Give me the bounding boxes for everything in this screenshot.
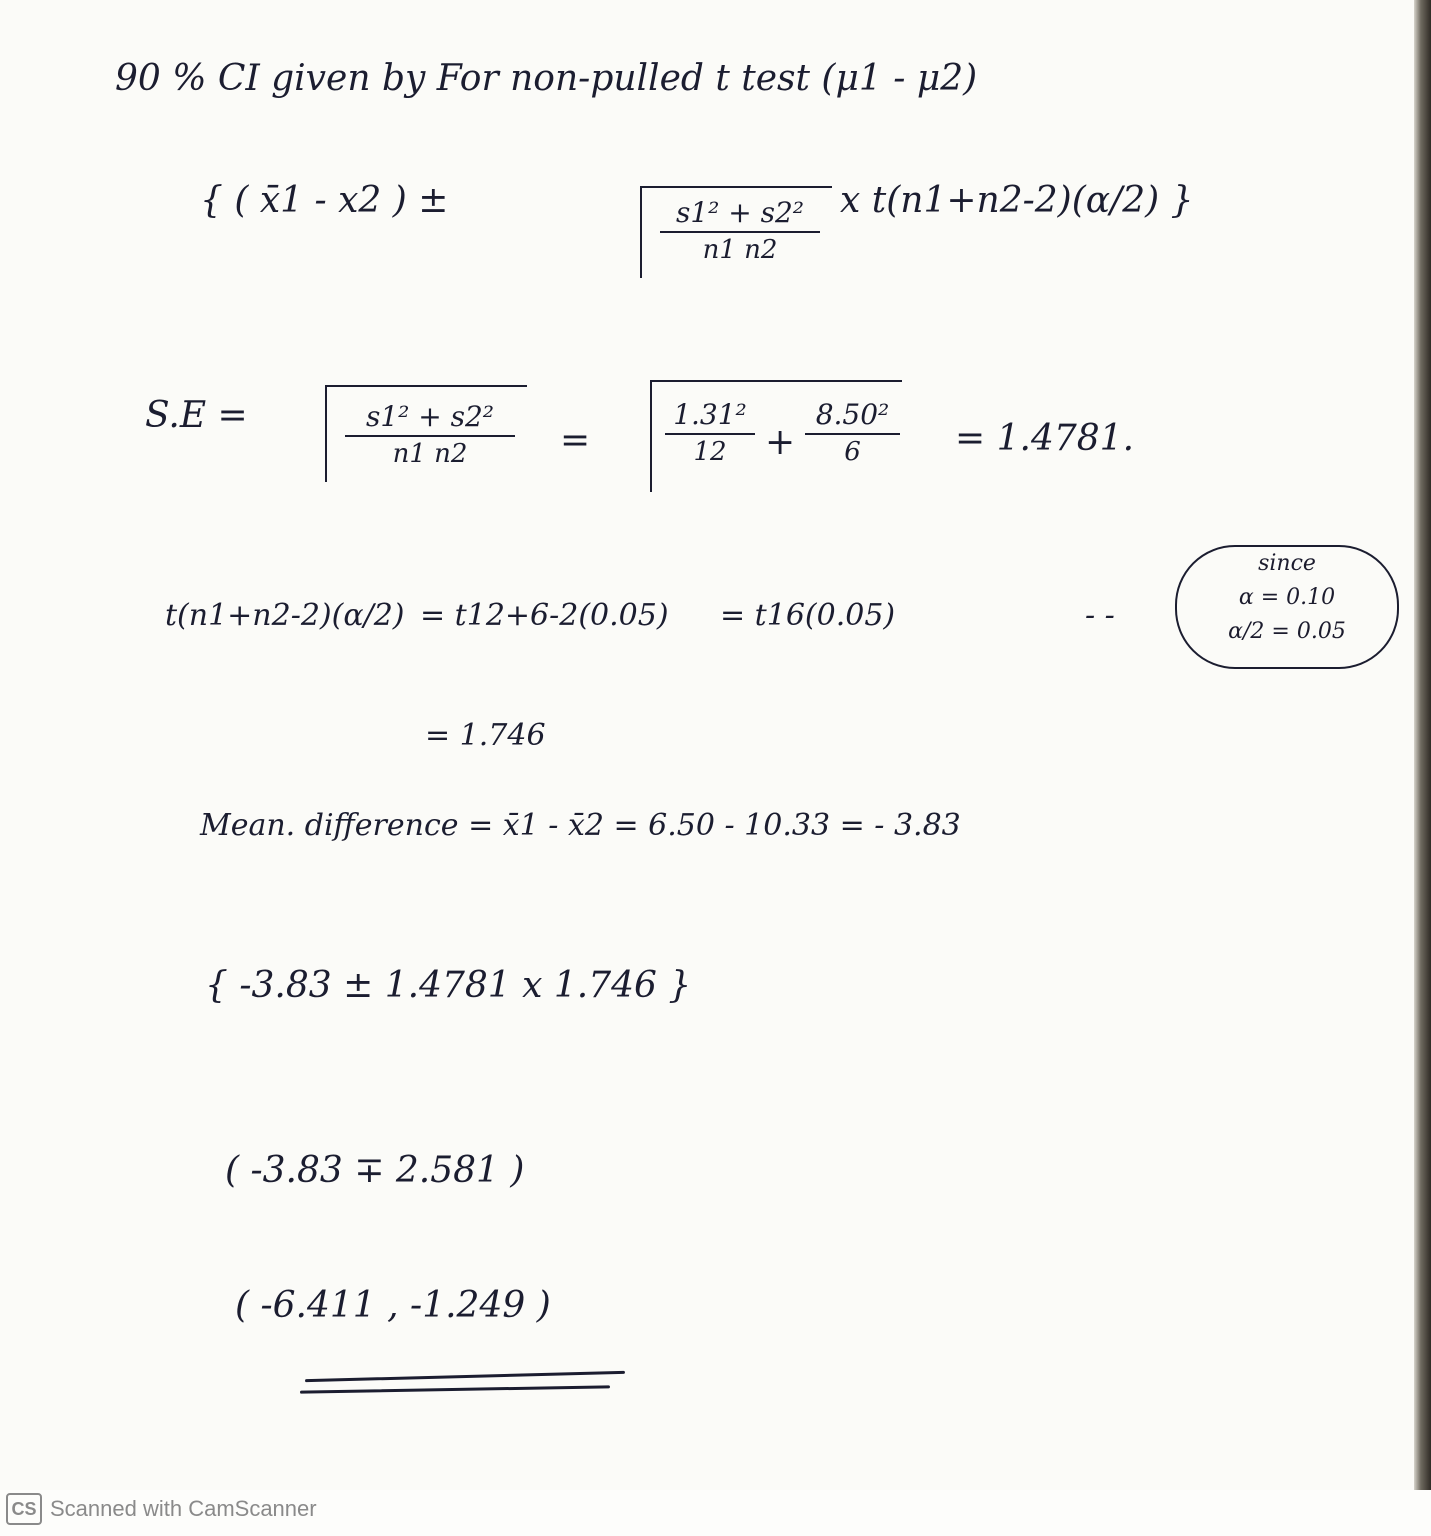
group2-variance: 8.50² xyxy=(805,398,900,435)
mean-difference-line: Mean. difference = x̄1 - x̄2 = 6.50 - 10.33 = - 3.83 xyxy=(200,808,961,843)
ci-formula-fraction xyxy=(660,196,820,265)
fraction-denominator: n1 n2 xyxy=(702,235,778,265)
ci-plus-minus: ( -3.83 ∓ 2.581 ) xyxy=(225,1150,525,1191)
t-critical-dash: - - xyxy=(1085,598,1115,633)
camscanner-logo-icon: CS xyxy=(6,1493,42,1525)
se-label: S.E = xyxy=(145,395,248,436)
t-critical-rhs: = t16(0.05) xyxy=(720,598,896,633)
since-label: since xyxy=(1258,551,1316,576)
scan-edge xyxy=(1414,0,1431,1490)
group1-size: 12 xyxy=(693,437,727,467)
camscanner-footer xyxy=(6,1492,317,1526)
group1-variance: 1.31² xyxy=(665,398,755,435)
se-equals: = xyxy=(560,420,591,461)
t-critical-lhs: t(n1+n2-2)(α/2) xyxy=(165,598,405,633)
ci-calculation: { -3.83 ± 1.4781 x 1.746 } xyxy=(205,965,692,1006)
camscanner-text: Scanned with CamScanner xyxy=(50,1496,317,1521)
since-alpha: α = 0.10 xyxy=(1238,585,1336,610)
ci-result: ( -6.411 , -1.249 ) xyxy=(235,1285,551,1326)
ci-formula-t: x t(n1+n2-2)(α/2) } xyxy=(840,180,1194,221)
group2-size: 6 xyxy=(844,437,861,467)
se-fraction-symbolic xyxy=(345,400,515,469)
se-fraction-group2 xyxy=(805,398,900,467)
se-fraction-group1 xyxy=(665,398,755,467)
since-note xyxy=(1175,545,1399,669)
se-plus: + xyxy=(765,422,796,463)
fraction-numerator: s1² + s2² xyxy=(660,196,820,233)
t-critical-value: = 1.746 xyxy=(425,718,546,753)
since-half-alpha: α/2 = 0.05 xyxy=(1228,619,1346,644)
se-numerator: s1² + s2² xyxy=(345,400,515,437)
se-result: = 1.4781. xyxy=(955,418,1135,459)
se-denominator: n1 n2 xyxy=(392,439,468,469)
heading-line: 90 % CI given by For non-pulled t test (μ1 - μ2) xyxy=(115,58,978,99)
ci-formula-start: { ( x̄1 - x2 ) ± xyxy=(200,180,449,221)
t-critical-mid: = t12+6-2(0.05) xyxy=(420,598,669,633)
